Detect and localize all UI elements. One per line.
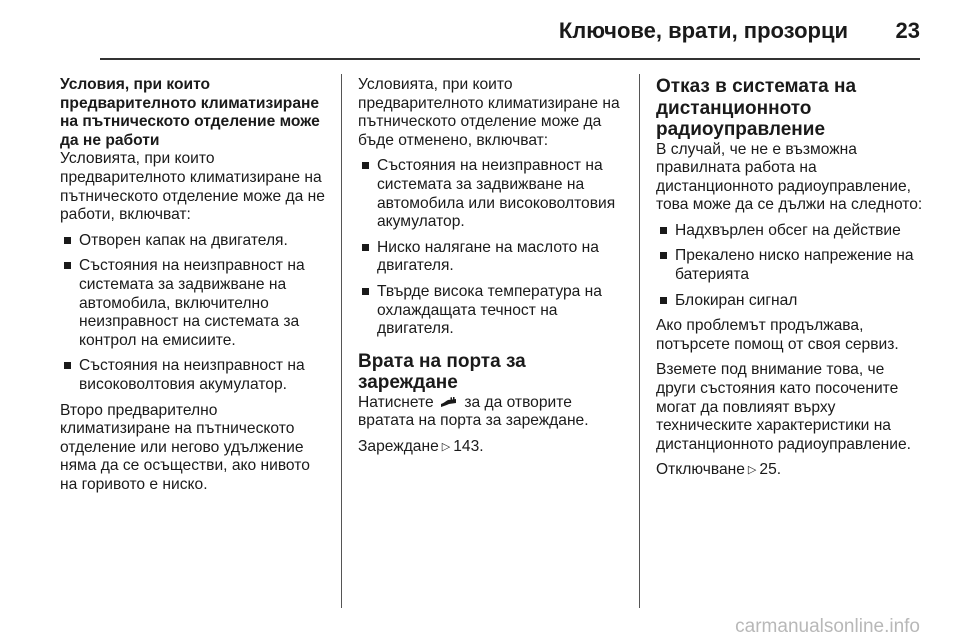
cross-reference-charging[interactable] [358, 438, 628, 458]
paragraph-charge-port-instructions [358, 394, 628, 431]
paragraph-intro: Условията, при които предварителното климатизиране на пътническото отделение може да не работи, включват: [60, 150, 325, 224]
section-heading-preconditioning-may-not-work: Условия, при които предварителното климатизиране на пътническото отделение може да не работи [60, 76, 320, 149]
press-text: Натиснете [358, 393, 434, 411]
press-description: за да отворите вратата на порта за зареждане. [358, 393, 589, 430]
list-item: Състояния на неизправност на системата за задвижване на автомобила или високоволтовия акумулатор. [358, 157, 628, 231]
column-3 [656, 76, 926, 488]
cross-reference-unlocking[interactable] [656, 461, 926, 481]
page-header [40, 0, 920, 60]
paragraph-service: Ако проблемът продължава, потърсете помощ от своя сервиз. [656, 317, 899, 353]
header-divider [100, 58, 920, 60]
reference-page: 25. [759, 461, 782, 479]
reference-page: 143. [453, 437, 484, 455]
triangle-right-icon: ▷ [747, 464, 757, 477]
paragraph-outro: Второ предварително климатизиране на пътническото отделение или негово удължение няма да се осъществи, ако нивото на горивото е ниско. [60, 401, 310, 493]
section-heading-charge-port-door: Врата на порта за зареждане [358, 350, 526, 394]
paragraph-note: Вземете под внимание това, че други състояния като посочените могат да повлияят върху техническите характеристики на дистанционното радиоуправление. [656, 361, 911, 453]
list-item: Отворен капак на двигателя. [60, 232, 328, 251]
section-heading-remote-failure: Отказ в системата на дистанционното радиоуправление [656, 76, 857, 140]
list-item: Ниско налягане на маслото на двигателя. [358, 239, 628, 276]
page-number: 23 [895, 18, 920, 43]
list-item: Надхвърлен обсег на действие [656, 222, 926, 241]
triangle-right-icon: ▷ [441, 440, 451, 453]
page-title: Ключове, врати, прозорци [558, 18, 848, 43]
column-1 [60, 76, 328, 501]
list-item: Състояния на неизправност на високоволтовия акумулатор. [60, 357, 328, 394]
column-divider-2 [639, 74, 640, 608]
column-2 [358, 76, 628, 465]
charge-port-door-icon [440, 396, 458, 408]
list-item: Твърде висока температура на охлаждащата течност на двигателя. [358, 283, 628, 339]
list-item: Прекалено ниско напрежение на батерията [656, 247, 926, 284]
watermark: carmanualsonline.info [735, 616, 920, 637]
list-item: Блокиран сигнал [656, 292, 926, 311]
list-item: Състояния на неизправност на системата за задвижване на автомобила, включително неизправност на системата за контрол на емисиите. [60, 257, 328, 350]
reference-label: Отключване [656, 461, 745, 479]
column-divider-1 [341, 74, 342, 608]
paragraph-intro: В случай, че не е възможна правилната работа на дистанционното радиоуправление, това може да се дължи на следното: [656, 140, 923, 214]
paragraph-intro: Условията, при които предварителното климатизиране на пътническото отделение може да бъде отменено, включват: [358, 76, 620, 149]
reference-label: Зареждане [358, 437, 439, 455]
